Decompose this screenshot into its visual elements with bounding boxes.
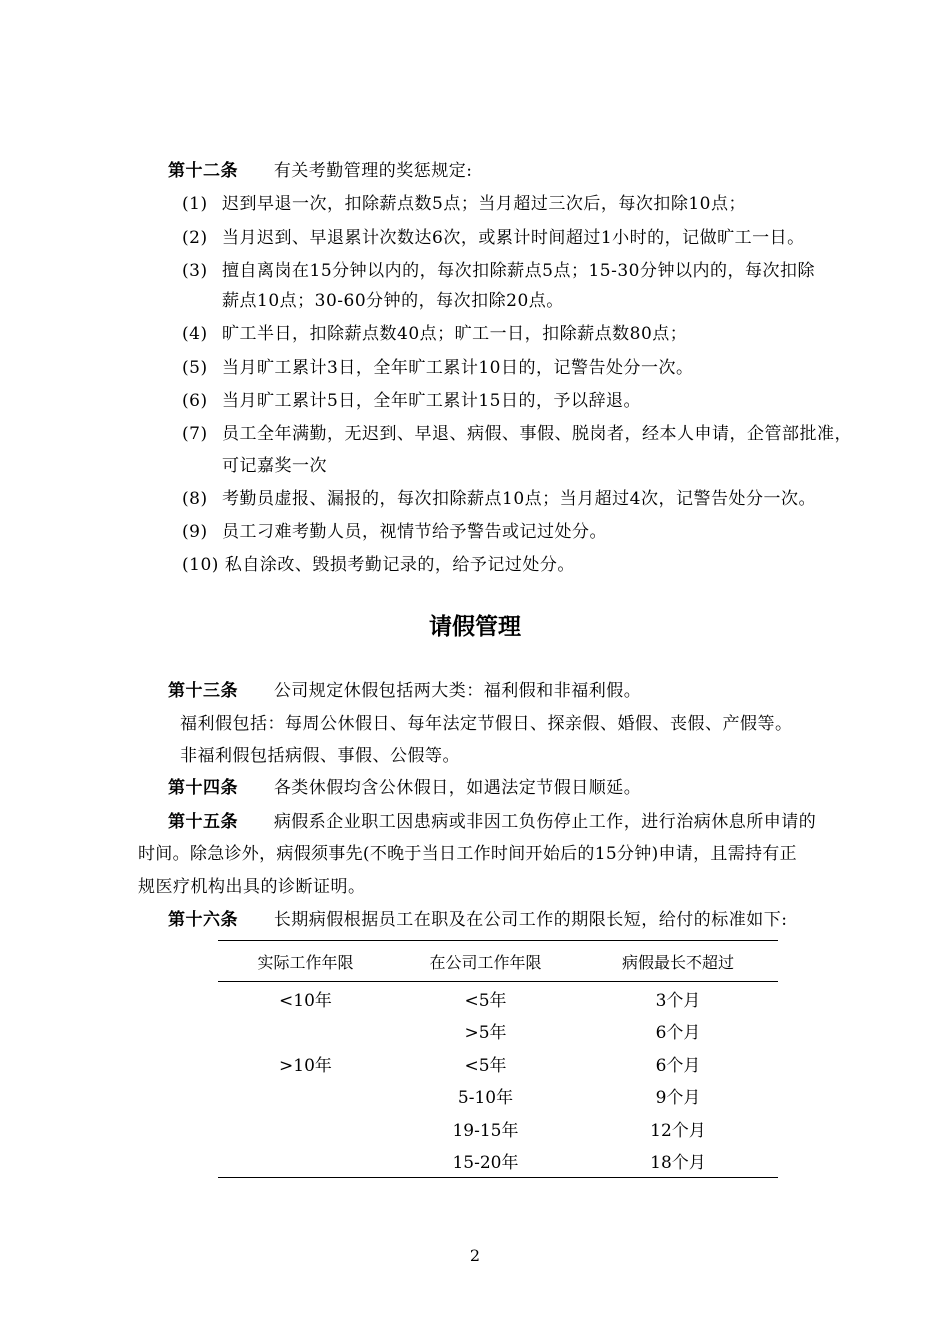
item-text: 当月旷工累计5日，全年旷工累计15日的，予以辞退。	[222, 391, 641, 411]
article-13-sub1: 福利假包括：每周公休假日、每年法定节假日、探亲假、婚假、丧假、产假等。	[180, 714, 793, 734]
item-number: (1)	[182, 194, 208, 214]
item-text: 员工全年满勤，无迟到、早退、病假、事假、脱岗者，经本人申请，企管部批准，	[222, 424, 852, 444]
table-cell: 18个月	[650, 1153, 706, 1174]
item-text: 迟到早退一次，扣除薪点数5点；当月超过三次后，每次扣除10点；	[222, 194, 746, 214]
table-row	[218, 1080, 778, 1113]
article-12-heading	[168, 160, 473, 182]
article-13-sub2: 非福利假包括病假、事假、公假等。	[180, 746, 460, 766]
table-cell: 6个月	[655, 1023, 701, 1044]
table-cell: >5年	[464, 1023, 507, 1044]
table-cell: 12个月	[650, 1120, 706, 1141]
item-text: 考勤员虚报、漏报的，每次扣除薪点10点；当月超过4次，记警告处分一次。	[222, 489, 816, 509]
table-cell: 6个月	[655, 1055, 701, 1076]
item-number: (4)	[182, 324, 208, 344]
article-16-heading	[168, 909, 788, 931]
list-item	[182, 357, 693, 379]
article-13-heading	[168, 680, 641, 702]
item-number: (6)	[182, 391, 208, 411]
list-item	[182, 193, 746, 215]
list-item	[182, 423, 852, 445]
table-cell: 15-20年	[452, 1153, 519, 1174]
table-row	[218, 982, 778, 1015]
list-item	[182, 227, 805, 249]
item-number: (5)	[182, 358, 208, 378]
article-15-heading	[168, 811, 816, 833]
table-cell: 19-15年	[452, 1120, 519, 1141]
list-item-continuation: 薪点10点；30-60分钟的，每次扣除20点。	[222, 291, 564, 311]
table-cell: <5年	[464, 990, 507, 1011]
item-number: (7)	[182, 424, 208, 444]
article-14-heading	[168, 777, 641, 799]
sick-leave-table	[218, 940, 778, 1178]
item-text: 当月迟到、早退累计次数达6次，或累计时间超过1小时的，记做旷工一日。	[222, 228, 805, 248]
item-text: 员工刁难考勤人员，视情节给予警告或记过处分。	[222, 522, 607, 542]
list-item	[182, 554, 575, 576]
list-item	[182, 323, 687, 345]
list-item	[182, 521, 607, 543]
item-number: (8)	[182, 489, 208, 509]
article-text: 长期病假根据员工在职及在公司工作的期限长短，给付的标准如下:	[273, 910, 788, 930]
item-text: 当月旷工累计3日，全年旷工累计10日的，记警告处分一次。	[222, 358, 694, 378]
table-cell: <10年	[279, 990, 332, 1011]
table-row	[218, 1112, 778, 1145]
item-number: (2)	[182, 228, 208, 248]
article-15-line3: 规医疗机构出具的诊断证明。	[138, 877, 366, 897]
article-text: 公司规定休假包括两大类：福利假和非福利假。	[273, 681, 642, 701]
table-cell: 3个月	[655, 990, 701, 1011]
article-15-line2: 时间。除急诊外，病假须事先(不晚于当日工作时间开始后的15分钟)申请，且需持有正	[138, 844, 797, 864]
article-text: 病假系企业职工因患病或非因工负伤停止工作，进行治病休息所申请的	[273, 812, 817, 832]
table-row	[218, 1047, 778, 1080]
header-cell: 实际工作年限	[257, 952, 354, 972]
table-cell: >10年	[279, 1055, 332, 1076]
list-item	[182, 488, 816, 510]
item-number: (10)	[182, 555, 219, 575]
table-header-row	[218, 941, 778, 982]
page-number: 2	[469, 1246, 481, 1265]
article-text: 各类休假均含公休假日，如遇法定节假日顺延。	[273, 778, 642, 798]
header-cell: 在公司工作年限	[429, 952, 542, 972]
list-item-continuation: 可记嘉奖一次	[222, 456, 327, 476]
list-item	[182, 260, 815, 282]
table-cell: 9个月	[655, 1088, 701, 1109]
article-text: 有关考勤管理的奖惩规定:	[273, 161, 473, 181]
item-text: 擅自离岗在15分钟以内的，每次扣除薪点5点；15-30分钟以内的，每次扣除	[222, 261, 815, 281]
article-label: 第十二条	[168, 161, 238, 181]
article-label: 第十三条	[168, 681, 238, 701]
section-title: 请假管理	[429, 614, 521, 640]
table-row	[218, 1015, 778, 1048]
item-number: (3)	[182, 261, 208, 281]
table-cell: 5-10年	[457, 1088, 514, 1109]
table-row	[218, 1145, 778, 1178]
article-label: 第十五条	[168, 812, 238, 832]
item-text: 旷工半日，扣除薪点数40点；旷工一日，扣除薪点数80点；	[222, 324, 688, 344]
header-cell: 病假最长不超过	[621, 952, 734, 972]
article-label: 第十六条	[168, 910, 238, 930]
list-item	[182, 390, 641, 412]
item-text: 私自涂改、毁损考勤记录的，给予记过处分。	[224, 555, 575, 575]
item-number: (9)	[182, 522, 208, 542]
article-label: 第十四条	[168, 778, 238, 798]
table-cell: <5年	[464, 1055, 507, 1076]
